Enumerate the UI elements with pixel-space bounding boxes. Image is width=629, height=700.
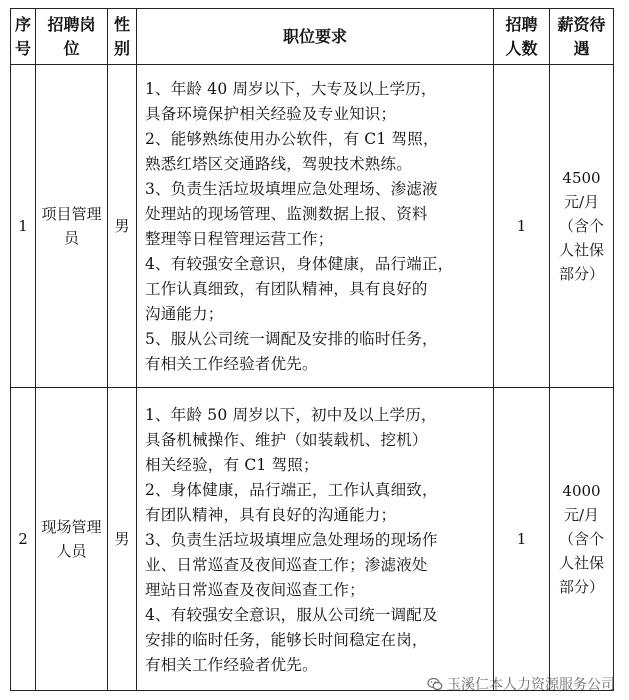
- requirement-line: 有相关工作经验者优先。: [145, 355, 318, 373]
- requirement-line: 处理站的现场管理、监测数据上报、资料: [145, 205, 428, 223]
- requirement-line: 相关经验，有 C1 驾照；: [145, 455, 319, 474]
- requirement-line: 业、日常巡查及夜间巡查工作；渗滤液处: [145, 555, 428, 574]
- requirement-line: 有团队精神，具有良好的沟通能力；: [145, 505, 397, 524]
- table-row: [11, 65, 614, 388]
- header-position: 招聘岗位: [36, 9, 108, 65]
- cell-count: 1: [494, 65, 550, 388]
- requirement-line: 具备环境保护相关经验及专业知识；: [145, 105, 397, 123]
- requirement-line: 4、有较强安全意识，身体健康，品行端正，: [145, 255, 454, 273]
- header-no: 序号: [11, 9, 36, 65]
- header-requirements: 职位要求: [137, 9, 494, 65]
- requirement-line: 工作认真细致，有团队精神，具有良好的: [145, 280, 428, 298]
- requirement-line: 2、身体健康，品行端正，工作认真细致，: [145, 480, 438, 499]
- requirement-line: 有相关工作经验者优先。: [145, 655, 318, 674]
- requirement-line: 理站日常巡查及夜间巡查工作；: [145, 580, 365, 599]
- cell-requirements: [137, 65, 494, 388]
- requirement-line: 1、年龄 40 周岁以下，大专及以上学历，: [145, 80, 437, 98]
- requirement-line: 2、能够熟练使用办公软件，有 C1 驾照，: [145, 130, 439, 148]
- requirement-line: 熟悉红塔区交通路线，驾驶技术熟练。: [145, 155, 412, 173]
- header-count: 招聘人数: [494, 9, 550, 65]
- cell-position: 现场管理人员: [36, 388, 108, 691]
- watermark: [427, 674, 615, 694]
- cell-no: 2: [11, 388, 36, 691]
- cell-gender: 男: [108, 388, 137, 691]
- cell-gender: 男: [108, 65, 137, 388]
- cell-position: 项目管理员: [36, 65, 108, 388]
- cell-no: 1: [11, 65, 36, 388]
- requirement-line: 沟通能力；: [145, 305, 224, 323]
- header-row: [11, 9, 614, 65]
- wechat-icon: [427, 676, 443, 692]
- requirement-line: 5、服从公司统一调配及安排的临时任务，: [145, 330, 438, 348]
- requirement-line: 3、负责生活垃圾填埋应急处理场、渗滤液: [145, 180, 438, 198]
- cell-salary: 4500元/月（含个人社保部分）: [550, 65, 614, 388]
- table-row: [11, 388, 614, 691]
- header-salary: 薪资待遇: [550, 9, 614, 65]
- requirement-line: 4、有较强安全意识，服从公司统一调配及: [145, 605, 438, 624]
- watermark-text: 玉溪仁本人力资源服务公司: [447, 677, 615, 693]
- header-gender: 性别: [108, 9, 137, 65]
- requirement-line: 安排的临时任务，能够长时间稳定在岗，: [145, 630, 428, 649]
- job-table: [10, 8, 614, 691]
- cell-count: 1: [494, 388, 550, 691]
- requirement-line: 3、负责生活垃圾填埋应急处理场的现场作: [145, 530, 438, 549]
- requirement-line: 具备机械操作、维护（如装载机、挖机）: [145, 430, 428, 449]
- cell-salary: 4000元/月（含个人社保部分）: [550, 388, 614, 691]
- requirement-line: 整理等日程管理运营工作；: [145, 230, 334, 248]
- requirement-line: 1、年龄 50 周岁以下，初中及以上学历，: [145, 405, 437, 424]
- cell-requirements: [137, 388, 494, 691]
